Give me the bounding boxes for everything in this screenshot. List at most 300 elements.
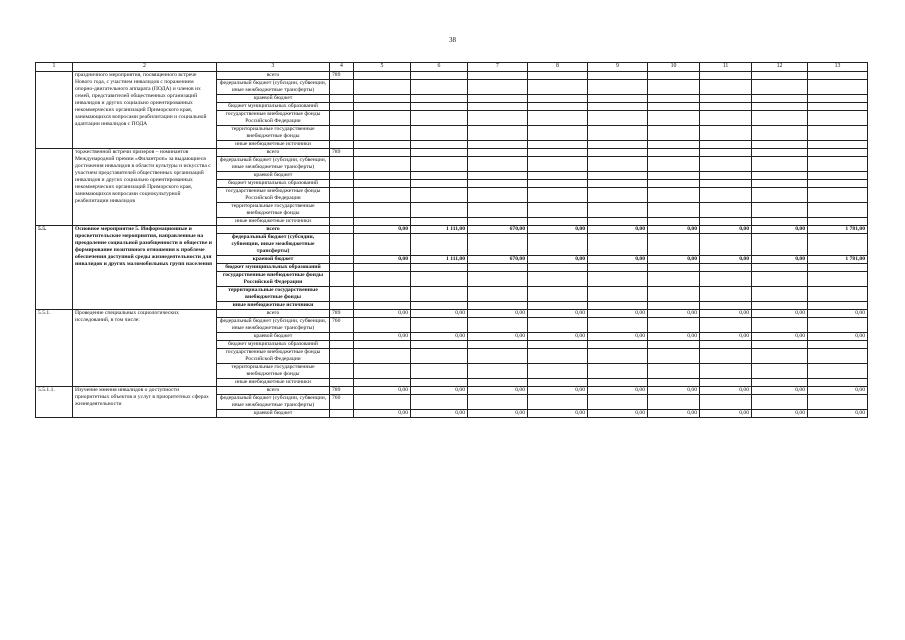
amount-cell	[528, 72, 588, 80]
funding-source: всего	[217, 310, 330, 318]
amount-cell	[354, 264, 411, 272]
amount-cell: 0,00	[411, 387, 468, 395]
amount-cell	[354, 218, 411, 226]
amount-cell: 0,00	[808, 310, 868, 318]
funding-source: иные внебюджетные источники	[217, 302, 330, 310]
amount-cell	[588, 395, 648, 410]
amount-cell: 0,00	[588, 226, 648, 234]
amount-cell	[528, 272, 588, 287]
amount-cell	[648, 218, 700, 226]
amount-cell	[808, 218, 868, 226]
amount-cell	[648, 287, 700, 302]
amount-cell	[752, 126, 808, 141]
amount-cell	[752, 218, 808, 226]
amount-cell	[528, 188, 588, 203]
amount-cell	[808, 234, 868, 256]
funding-source: государственные внебюджетные фонды Российской Федерации	[217, 111, 330, 126]
amount-cell	[468, 95, 528, 103]
amount-cell	[700, 264, 752, 272]
amount-cell: 0,00	[648, 333, 700, 341]
amount-cell	[411, 149, 468, 157]
amount-cell: 0,00	[411, 333, 468, 341]
ministry-code	[330, 111, 354, 126]
item-number	[36, 72, 73, 149]
amount-cell	[808, 149, 868, 157]
amount-cell	[528, 80, 588, 95]
amount-cell	[752, 172, 808, 180]
amount-cell	[808, 364, 868, 379]
amount-cell	[528, 287, 588, 302]
amount-cell	[528, 141, 588, 149]
amount-cell: 0,00	[468, 310, 528, 318]
amount-cell	[752, 264, 808, 272]
amount-cell	[752, 80, 808, 95]
amount-cell	[700, 218, 752, 226]
amount-cell	[468, 180, 528, 188]
amount-cell	[700, 72, 752, 80]
amount-cell	[411, 349, 468, 364]
ministry-code: 789	[330, 149, 354, 157]
amount-cell	[411, 218, 468, 226]
amount-cell	[354, 341, 411, 349]
amount-cell: 0,00	[354, 310, 411, 318]
funding-source: бюджет муниципальных образований	[217, 180, 330, 188]
amount-cell	[528, 302, 588, 310]
amount-cell	[528, 180, 588, 188]
amount-cell: 0,00	[468, 410, 528, 418]
funding-source: бюджет муниципальных образований	[217, 341, 330, 349]
amount-cell	[700, 272, 752, 287]
amount-cell	[588, 203, 648, 218]
ministry-code	[330, 141, 354, 149]
amount-cell	[354, 141, 411, 149]
amount-cell	[528, 395, 588, 410]
amount-cell	[648, 72, 700, 80]
amount-cell: 0,00	[588, 256, 648, 264]
amount-cell	[468, 218, 528, 226]
amount-cell	[700, 180, 752, 188]
amount-cell: 670,00	[468, 226, 528, 234]
amount-cell	[588, 218, 648, 226]
column-number: 11	[700, 63, 752, 72]
amount-cell	[468, 111, 528, 126]
amount-cell	[468, 272, 528, 287]
amount-cell	[588, 272, 648, 287]
amount-cell	[354, 349, 411, 364]
amount-cell: 0,00	[468, 387, 528, 395]
funding-source: федеральный бюджет (субсидии, субвенции, иные межбюджетные трансферты)	[217, 80, 330, 95]
budget-table	[35, 62, 868, 418]
amount-cell	[648, 379, 700, 387]
amount-cell	[648, 141, 700, 149]
amount-cell: 0,00	[808, 333, 868, 341]
amount-cell: 0,00	[411, 310, 468, 318]
amount-cell	[700, 318, 752, 333]
amount-cell	[354, 126, 411, 141]
ministry-code	[330, 126, 354, 141]
amount-cell	[588, 172, 648, 180]
amount-cell	[700, 379, 752, 387]
amount-cell	[411, 72, 468, 80]
amount-cell	[588, 318, 648, 333]
amount-cell	[588, 234, 648, 256]
amount-cell	[354, 318, 411, 333]
amount-cell	[752, 141, 808, 149]
funding-source: всего	[217, 387, 330, 395]
amount-cell	[354, 302, 411, 310]
amount-cell	[752, 203, 808, 218]
amount-cell	[354, 103, 411, 111]
ministry-code: 789	[330, 387, 354, 395]
amount-cell: 0,00	[648, 256, 700, 264]
funding-source: бюджет муниципальных образований	[217, 264, 330, 272]
amount-cell	[752, 72, 808, 80]
amount-cell	[808, 318, 868, 333]
amount-cell: 0,00	[354, 226, 411, 234]
amount-cell	[648, 349, 700, 364]
amount-cell: 0,00	[528, 256, 588, 264]
funding-source: федеральный бюджет (субсидии, субвенции, иные межбюджетные трансферты)	[217, 318, 330, 333]
amount-cell	[411, 287, 468, 302]
item-name: Проведение специальных социологических исследований, в том числе:	[73, 310, 217, 387]
amount-cell	[468, 203, 528, 218]
ministry-code	[330, 364, 354, 379]
ministry-code	[330, 218, 354, 226]
amount-cell	[700, 126, 752, 141]
ministry-code	[330, 203, 354, 218]
amount-cell: 0,00	[700, 310, 752, 318]
funding-source: краевой бюджет	[217, 256, 330, 264]
amount-cell	[648, 341, 700, 349]
amount-cell: 0,00	[588, 310, 648, 318]
amount-cell	[588, 80, 648, 95]
amount-cell	[411, 318, 468, 333]
amount-cell: 0,00	[700, 333, 752, 341]
amount-cell	[808, 287, 868, 302]
amount-cell	[354, 80, 411, 95]
amount-cell: 0,00	[648, 410, 700, 418]
amount-cell	[752, 395, 808, 410]
amount-cell	[700, 234, 752, 256]
amount-cell: 0,00	[528, 333, 588, 341]
amount-cell	[411, 111, 468, 126]
amount-cell	[411, 103, 468, 111]
amount-cell	[808, 264, 868, 272]
ministry-code: 789	[330, 310, 354, 318]
amount-cell	[648, 80, 700, 95]
amount-cell: 0,00	[752, 226, 808, 234]
amount-cell: 0,00	[354, 387, 411, 395]
ministry-code	[330, 287, 354, 302]
funding-source: государственные внебюджетные фонды Российской Федерации	[217, 349, 330, 364]
ministry-code	[330, 333, 354, 341]
amount-cell	[468, 349, 528, 364]
column-number: 2	[73, 63, 217, 72]
column-number: 8	[528, 63, 588, 72]
amount-cell: 0,00	[752, 310, 808, 318]
amount-cell	[411, 157, 468, 172]
column-number: 13	[808, 63, 868, 72]
amount-cell	[648, 395, 700, 410]
table-row	[36, 387, 868, 395]
amount-cell	[411, 180, 468, 188]
item-name: праздничного мероприятия, посвященного встрече Нового года, с участием инвалидов с поражением опорно-двигательного аппарата (ПОДА) и членов их семей, представителей общественных организаций инвалидов и других социально ориентированных некоммерческих организаций Приморского края, занимающихся вопросами реабилитации и социальной адаптации инвалидов с ПОДА	[73, 72, 217, 149]
funding-source: бюджет муниципальных образований	[217, 103, 330, 111]
amount-cell	[528, 349, 588, 364]
amount-cell	[528, 149, 588, 157]
amount-cell	[411, 172, 468, 180]
amount-cell	[588, 180, 648, 188]
ministry-code	[330, 172, 354, 180]
column-number: 12	[752, 63, 808, 72]
amount-cell	[588, 72, 648, 80]
amount-cell: 0,00	[588, 410, 648, 418]
ministry-code	[330, 80, 354, 95]
amount-cell	[700, 172, 752, 180]
amount-cell	[588, 141, 648, 149]
amount-cell	[528, 95, 588, 103]
ministry-code	[330, 188, 354, 203]
table-row	[36, 226, 868, 234]
amount-cell	[808, 80, 868, 95]
amount-cell: 0,00	[648, 387, 700, 395]
amount-cell	[411, 272, 468, 287]
ministry-code	[330, 95, 354, 103]
amount-cell	[354, 149, 411, 157]
amount-cell: 0,00	[752, 256, 808, 264]
amount-cell	[700, 111, 752, 126]
amount-cell	[468, 126, 528, 141]
amount-cell	[648, 234, 700, 256]
funding-source: территориальные государственные внебюджетные фонды	[217, 126, 330, 141]
amount-cell: 1 111,00	[411, 226, 468, 234]
amount-cell	[752, 318, 808, 333]
amount-cell	[752, 379, 808, 387]
amount-cell	[752, 349, 808, 364]
amount-cell: 0,00	[752, 333, 808, 341]
amount-cell: 0,00	[528, 387, 588, 395]
amount-cell	[808, 302, 868, 310]
funding-source: территориальные государственные внебюджетные фонды	[217, 287, 330, 302]
amount-cell	[528, 218, 588, 226]
amount-cell	[700, 149, 752, 157]
amount-cell	[354, 111, 411, 126]
ministry-code: 760	[330, 318, 354, 333]
amount-cell	[808, 103, 868, 111]
amount-cell: 0,00	[752, 387, 808, 395]
amount-cell	[411, 364, 468, 379]
amount-cell	[588, 149, 648, 157]
amount-cell	[808, 379, 868, 387]
ministry-code	[330, 157, 354, 172]
funding-source: иные внебюджетные источники	[217, 379, 330, 387]
item-number: 5.5.	[36, 226, 73, 310]
funding-source: территориальные государственные внебюджетные фонды	[217, 203, 330, 218]
amount-cell	[700, 341, 752, 349]
column-number: 10	[648, 63, 700, 72]
amount-cell	[588, 302, 648, 310]
amount-cell	[588, 264, 648, 272]
funding-source: всего	[217, 72, 330, 80]
amount-cell	[354, 203, 411, 218]
amount-cell: 1 781,00	[808, 256, 868, 264]
amount-cell	[354, 172, 411, 180]
amount-cell: 0,00	[354, 410, 411, 418]
funding-source: всего	[217, 149, 330, 157]
column-number: 1	[36, 63, 73, 72]
amount-cell	[588, 287, 648, 302]
amount-cell	[648, 188, 700, 203]
amount-cell	[700, 364, 752, 379]
amount-cell: 0,00	[752, 410, 808, 418]
table-row	[36, 149, 868, 157]
amount-cell	[468, 149, 528, 157]
amount-cell	[468, 264, 528, 272]
amount-cell	[411, 203, 468, 218]
amount-cell	[588, 341, 648, 349]
ministry-code	[330, 341, 354, 349]
amount-cell	[808, 349, 868, 364]
item-number: 5.5.1.	[36, 310, 73, 387]
amount-cell	[411, 264, 468, 272]
amount-cell	[528, 203, 588, 218]
amount-cell	[528, 111, 588, 126]
amount-cell: 1 781,00	[808, 226, 868, 234]
amount-cell	[468, 103, 528, 111]
table-row	[36, 72, 868, 80]
amount-cell	[354, 395, 411, 410]
ministry-code	[330, 349, 354, 364]
amount-cell	[808, 395, 868, 410]
ministry-code	[330, 180, 354, 188]
amount-cell	[528, 234, 588, 256]
amount-cell: 0,00	[700, 226, 752, 234]
amount-cell	[700, 287, 752, 302]
item-name: Изучение мнения инвалидов о доступности приоритетных объектов и услуг в приоритетных сферах жизнедеятельности	[73, 387, 217, 418]
amount-cell	[411, 302, 468, 310]
amount-cell	[752, 188, 808, 203]
amount-cell: 0,00	[528, 310, 588, 318]
amount-cell	[752, 157, 808, 172]
amount-cell	[648, 180, 700, 188]
amount-cell	[411, 379, 468, 387]
column-number: 9	[588, 63, 648, 72]
amount-cell	[411, 341, 468, 349]
amount-cell	[528, 318, 588, 333]
item-name: торжественной встречи призеров – номинантов Международной премии «Филантроп» за выдающиеся достижения инвалидов в области культуры и искусства с участием представителей общественных организаций инвалидов и других социально ориентированных некоммерческих организаций Приморского края, занимающихся вопросами социокультурной реабилитации инвалидов	[73, 149, 217, 226]
ministry-code	[330, 379, 354, 387]
amount-cell: 0,00	[588, 387, 648, 395]
table-row	[36, 310, 868, 318]
item-number: 5.5.1.1.	[36, 387, 73, 418]
amount-cell	[411, 395, 468, 410]
amount-cell	[648, 318, 700, 333]
amount-cell: 0,00	[588, 333, 648, 341]
amount-cell	[528, 157, 588, 172]
amount-cell	[468, 379, 528, 387]
amount-cell	[528, 126, 588, 141]
amount-cell	[700, 302, 752, 310]
ministry-code: 760	[330, 395, 354, 410]
amount-cell: 0,00	[700, 410, 752, 418]
amount-cell	[528, 172, 588, 180]
amount-cell	[808, 203, 868, 218]
funding-source: территориальные государственные внебюджетные фонды	[217, 364, 330, 379]
amount-cell	[468, 172, 528, 180]
funding-source: краевой бюджет	[217, 410, 330, 418]
amount-cell: 0,00	[411, 410, 468, 418]
amount-cell	[588, 103, 648, 111]
amount-cell	[700, 95, 752, 103]
amount-cell	[700, 141, 752, 149]
amount-cell	[588, 349, 648, 364]
amount-cell	[752, 364, 808, 379]
amount-cell	[528, 379, 588, 387]
amount-cell	[752, 103, 808, 111]
amount-cell	[700, 349, 752, 364]
amount-cell	[648, 149, 700, 157]
amount-cell	[808, 157, 868, 172]
amount-cell	[411, 95, 468, 103]
amount-cell: 0,00	[528, 410, 588, 418]
amount-cell: 0,00	[354, 333, 411, 341]
column-number: 7	[468, 63, 528, 72]
column-number: 5	[354, 63, 411, 72]
amount-cell	[808, 188, 868, 203]
amount-cell	[648, 203, 700, 218]
ministry-code	[330, 226, 354, 234]
amount-cell	[648, 157, 700, 172]
amount-cell	[354, 364, 411, 379]
amount-cell	[468, 318, 528, 333]
amount-cell	[468, 157, 528, 172]
item-number	[36, 149, 73, 226]
funding-source: федеральный бюджет (субсидии, субвенции, иные межбюджетные трансферты)	[217, 234, 330, 256]
amount-cell	[468, 395, 528, 410]
amount-cell	[411, 234, 468, 256]
amount-cell: 0,00	[528, 226, 588, 234]
column-number: 4	[330, 63, 354, 72]
amount-cell: 670,00	[468, 256, 528, 264]
ministry-code	[330, 272, 354, 287]
amount-cell	[808, 126, 868, 141]
amount-cell	[588, 95, 648, 103]
amount-cell	[808, 141, 868, 149]
ministry-code: 789	[330, 72, 354, 80]
funding-source: краевой бюджет	[217, 95, 330, 103]
amount-cell	[752, 180, 808, 188]
amount-cell	[808, 341, 868, 349]
amount-cell	[752, 149, 808, 157]
amount-cell	[528, 364, 588, 379]
amount-cell	[648, 264, 700, 272]
amount-cell	[752, 272, 808, 287]
amount-cell	[588, 379, 648, 387]
amount-cell	[354, 379, 411, 387]
amount-cell	[808, 95, 868, 103]
amount-cell	[648, 95, 700, 103]
amount-cell	[588, 126, 648, 141]
amount-cell	[468, 72, 528, 80]
ministry-code	[330, 302, 354, 310]
amount-cell	[700, 80, 752, 95]
amount-cell	[354, 272, 411, 287]
amount-cell	[468, 287, 528, 302]
ministry-code	[330, 234, 354, 256]
amount-cell	[354, 180, 411, 188]
amount-cell: 0,00	[648, 226, 700, 234]
amount-cell	[752, 234, 808, 256]
